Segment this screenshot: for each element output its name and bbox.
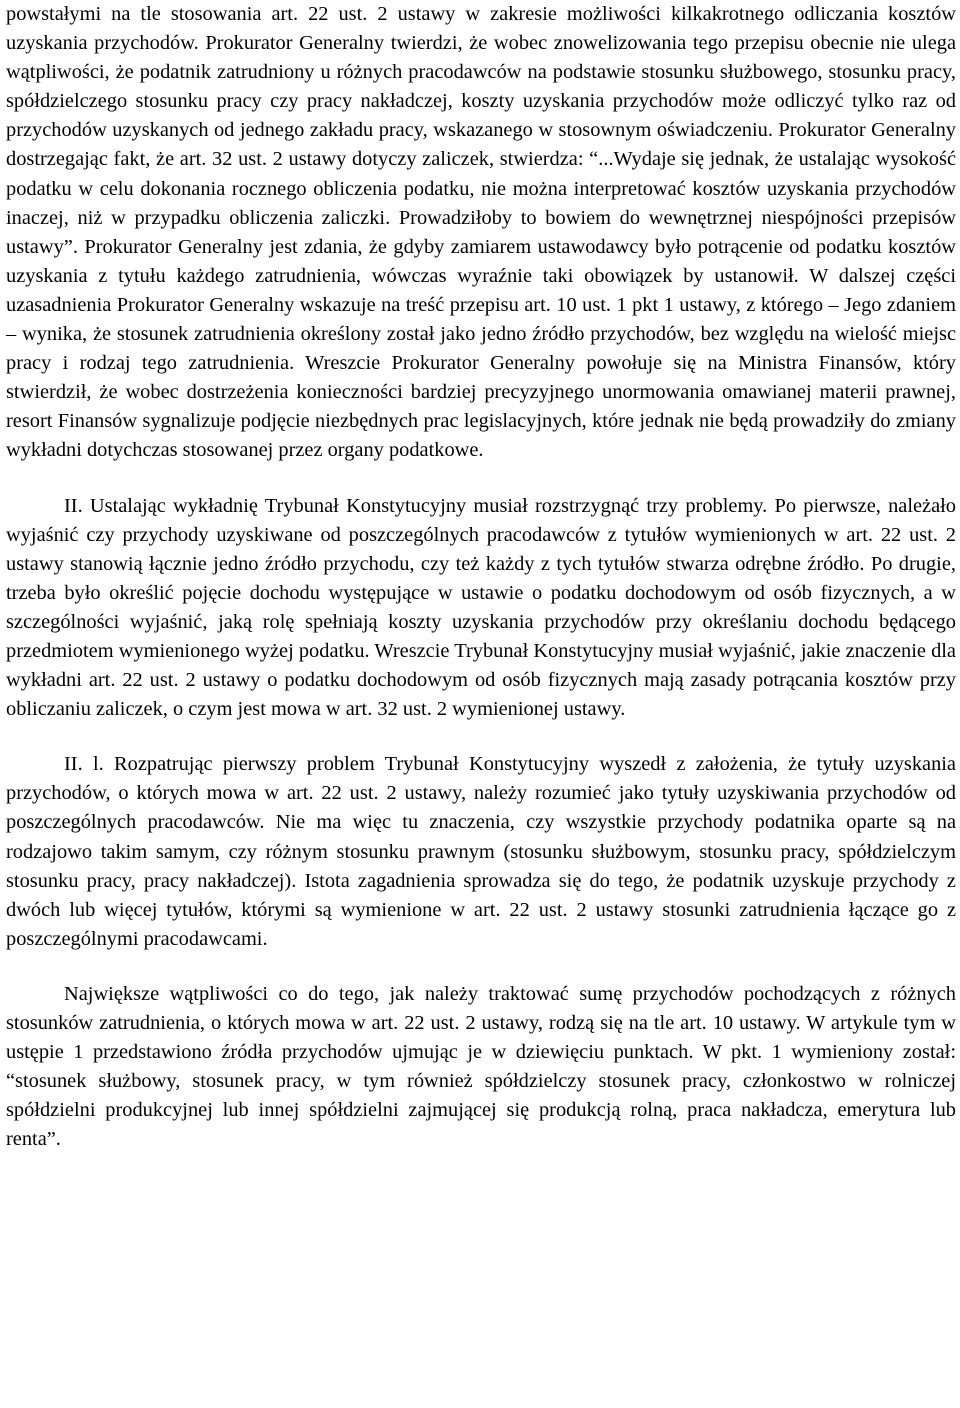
paragraph-section-ii: II. Ustalając wykładnię Trybunał Konstytucyjny musiał rozstrzygnąć trzy problemy. Po pierwsze, należało wyjaśnić czy przychody uzyskiwane od poszczególnych pracodawców z tytułów wymienionych w art. 22 ust. 2 ustawy stanowią łącznie jedno źródło przychodu, czy też każdy z tych tytułów stwarza odrębne źródło. Po drugie, trzeba było określić pojęcie dochodu występujące w ustawie o podatku dochodowym od osób fizycznych, a w szczególności wyjaśnić, jaką rolę spełniają koszty uzyskania przychodów przy określaniu dochodu będącego przedmiotem wymienionego wyżej podatku. Wreszcie Trybunał Konstytucyjny musiał wyjaśnić, jakie znaczenie dla wykładni art. 22 ust. 2 ustawy o podatku dochodowym od osób fizycznych mają zasady potrącania kosztów przy obliczaniu zaliczek, o czym jest mowa w art. 32 ust. 2 wymienionej ustawy. [6,494,956,721]
paragraph-art-10: Największe wątpliwości co do tego, jak należy traktować sumę przychodów pochodzących z różnych stosunków zatrudnienia, o których mowa w art. 22 ust. 2 ustawy, rodzą się na tle art. 10 ustawy. W artykule tym w ustępie 1 przedstawiono źródła przychodów ujmując je w dziewięciu punktach. W pkt. 1 wymieniony został: “stosunek służbowy, stosunek pracy, w tym również spółdzielczy stosunek pracy, członkostwo w rolniczej spółdzielni produkcyjnej lub innej spółdzielni zajmującej się produkcją rolną, praca nakładcza, emerytura lub renta”. [6,982,956,1151]
paragraph-section-ii-1: II. l. Rozpatrując pierwszy problem Trybunał Konstytucyjny wyszedł z założenia, że tytuły uzyskania przychodów, o których mowa w art. 22 ust. 2 ustawy, należy rozumieć jako tytuły uzyskiwania przychodów od poszczególnych pracodawców. Nie ma więc tu znaczenia, czy wszystkie przychody podatnika oparte są na rodzajowo takim samym, czy różnym stosunku prawnym (stosunku służbowym, stosunku pracy, spółdzielczym stosunku pracy, pracy nakładczej). Istota zagadnienia sprowadza się do tego, że podatnik uzyskuje przychody z dwóch lub więcej tytułów, którymi są wymienione w art. 22 ust. 2 ustawy stosunki zatrudnienia łączące go z poszczególnymi pracodawcami. [6,753,956,950]
document-page [6,0,956,1154]
paragraph-continuation: powstałymi na tle stosowania art. 22 ust. 2 ustawy w zakresie możliwości kilkakrotnego odliczania kosztów uzyskania przychodów. Prokurator Generalny twierdzi, że wobec znowelizowania tego przepisu obecnie nie ulega wątpliwości, że podatnik zatrudniony u różnych pracodawców na podstawie stosunku służbowego, stosunku pracy, spółdzielczego stosunku pracy czy pracy nakładczej, koszty uzyskania przychodów może odliczyć tylko raz od przychodów uzyskanych od jednego zakładu pracy, wskazanego w stosownym oświadczeniu. Prokurator Generalny dostrzegając fakt, że art. 32 ust. 2 ustawy dotyczy zaliczek, stwierdza: “...Wydaje się jednak, że ustalając wysokość podatku w celu dokonania rocznego obliczenia podatku, nie można interpretować kosztów uzyskania przychodów inaczej, niż w przypadku obliczenia zaliczki. Prowadziłoby to bowiem do wewnętrznej niespójności przepisów ustawy”. Prokurator Generalny jest zdania, że gdyby zamiarem ustawodawcy było potrącenie od podatku kosztów uzyskania z tytułu każdego zatrudnienia, wówczas wyraźnie taki obowiązek by ustanowił. W dalszej części uzasadnienia Prokurator Generalny wskazuje na treść przepisu art. 10 ust. 1 pkt 1 ustawy, z którego – Jego zdaniem – wynika, że stosunek zatrudnienia określony został jako jedno źródło przychodów, bez względu na wielość miejsc pracy i rodzaj tego zatrudnienia. Wreszcie Prokurator Generalny powołuje się na Ministra Finansów, który stwierdził, że wobec dostrzeżenia konieczności bardziej precyzyjnego unormowania omawianej materii prawnej, resort Finansów sygnalizuje podjęcie niezbędnych prac legislacyjnych, które jednak nie będą prowadziły do zmiany wykładni dotychczas stosowanej przez organy podatkowe. [6,3,956,462]
